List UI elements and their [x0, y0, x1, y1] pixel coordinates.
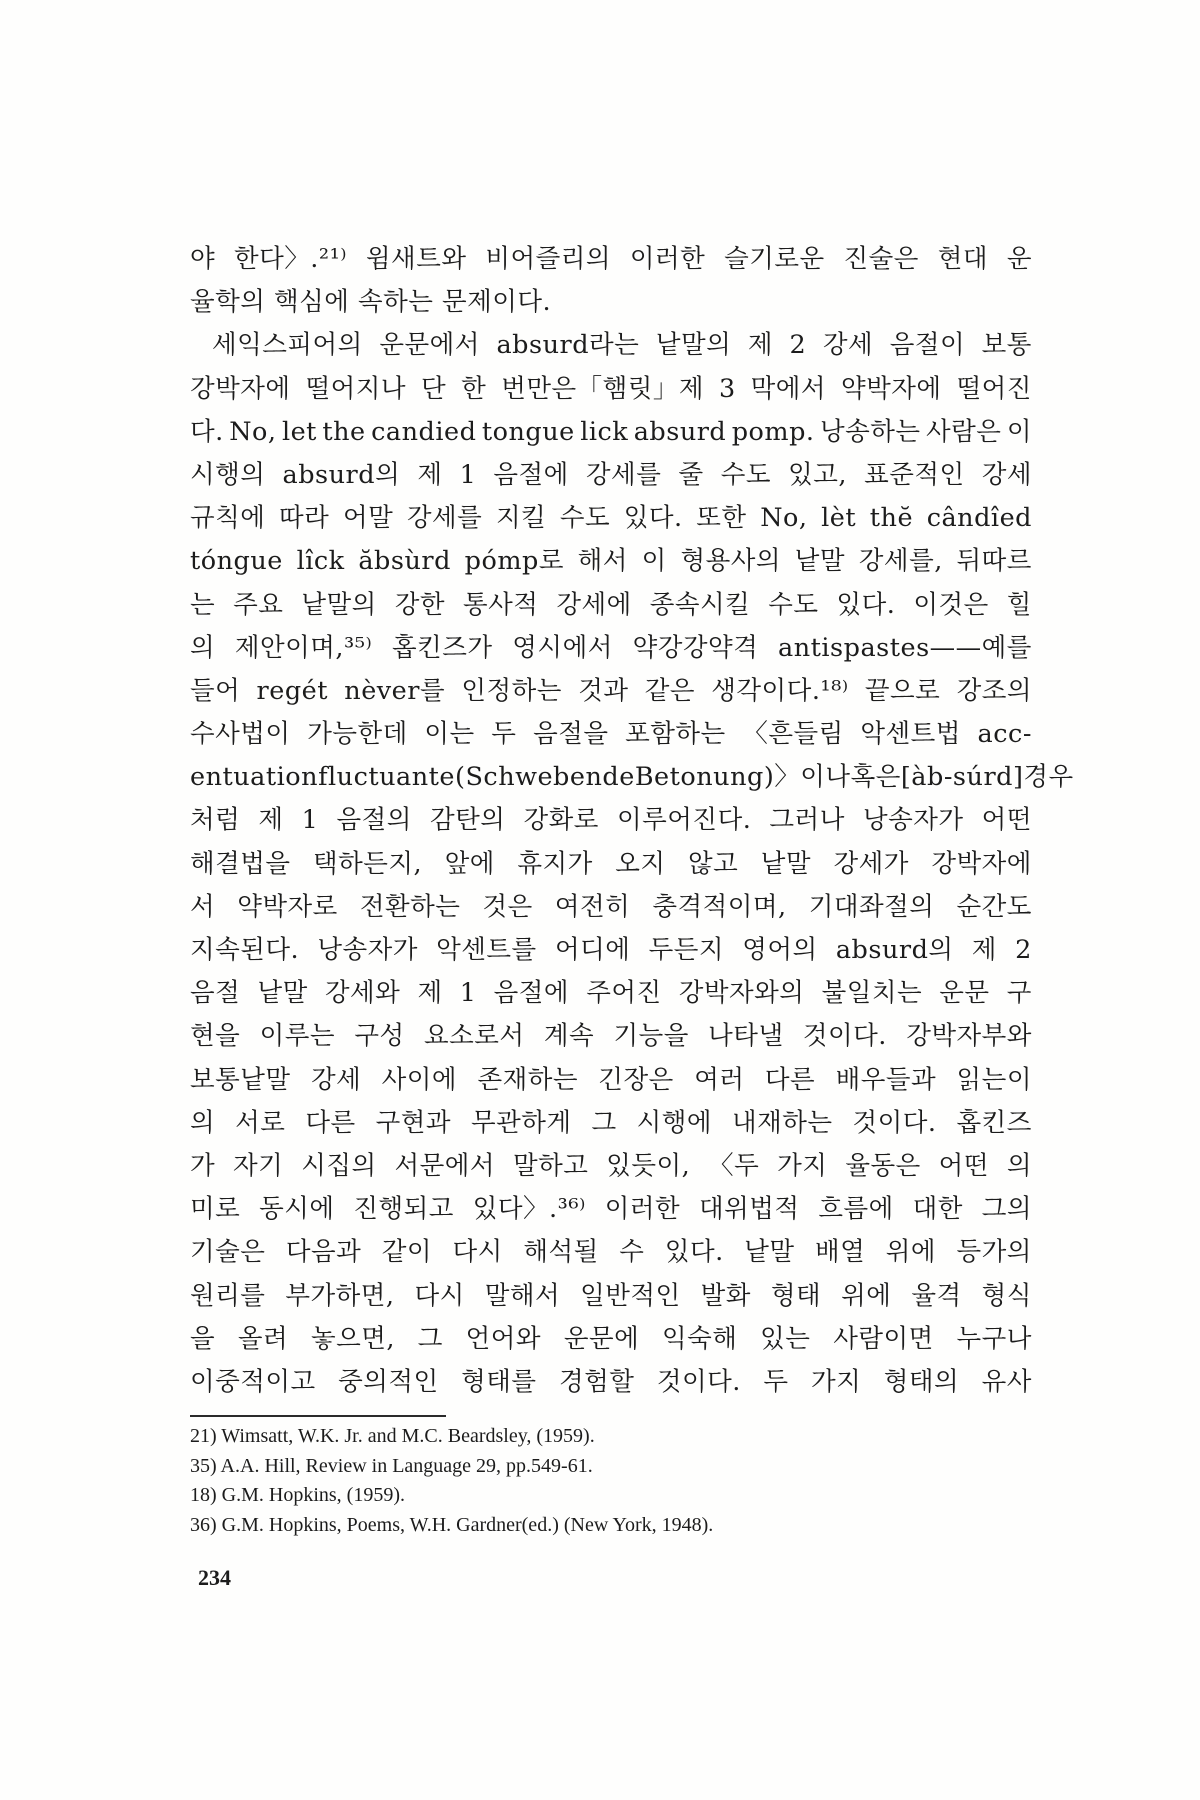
text-line: 을 올려 놓으면, 그 언어와 운문에 익숙해 있는 사람이면 누구나 — [190, 1323, 1032, 1354]
body-text — [190, 238, 1074, 1404]
text-line: 처럼 제 1 음절의 감탄의 강화로 이루어진다. 그러나 낭송자가 어떤 — [190, 805, 1032, 836]
text-line: 들어 regét nèver를 인정하는 것과 같은 생각이다.¹⁸⁾ 끝으로 강조의 — [190, 675, 1032, 706]
text-line: 의 제안이며,³⁵⁾ 홉킨즈가 영시에서 약강강약격 antispastes——예를 — [190, 632, 1032, 663]
text-line: 가 자기 시집의 서문에서 말하고 있듯이, 〈두 가지 율동은 어떤 의 — [190, 1150, 1032, 1181]
text-line: 현을 이루는 구성 요소로서 계속 기능을 나타낼 것이다. 강박자부와 — [190, 1021, 1032, 1052]
footnote: 18) G.M. Hopkins, (1959). — [190, 1484, 405, 1506]
page-number: 234 — [198, 1565, 231, 1590]
text-line: 이중적이고 중의적인 형태를 경험할 것이다. 두 가지 형태의 유사 — [190, 1366, 1032, 1397]
footnote: 36) G.M. Hopkins, Poems, W.H. Gardner(ed.) (New York, 1948). — [190, 1513, 714, 1536]
text-line: 강박자에 떨어지나 단 한 번만은「햄릿」제 3 막에서 약박자에 떨어진 — [190, 373, 1032, 404]
text-line: entuation fluctuante (Schwebende Betonung)〉이나 혹은 [àb-súrd] 경우 — [190, 762, 1074, 793]
text-line: 미로 동시에 진행되고 있다〉.³⁶⁾ 이러한 대위법적 흐름에 대한 그의 — [190, 1194, 1032, 1225]
text-line: 야 한다〉.²¹⁾ 윔새트와 비어즐리의 이러한 슬기로운 진술은 현대 운 — [190, 244, 1032, 274]
text-line: 음절 낱말 강세와 제 1 음절에 주어진 강박자와의 불일치는 운문 구 — [190, 978, 1032, 1009]
text-line: 지속된다. 낭송자가 악센트를 어디에 두든지 영어의 absurd의 제 2 — [190, 935, 1032, 965]
text-line: 원리를 부가하면, 다시 말해서 일반적인 발화 형태 위에 율격 형식 — [190, 1280, 1032, 1311]
text-line: 시행의 absurd의 제 1 음절에 강세를 줄 수도 있고, 표준적인 강세 — [190, 459, 1032, 490]
text-line: 서 약박자로 전환하는 것은 여전히 충격적이며, 기대좌절의 순간도 — [190, 891, 1032, 922]
footnote-divider — [190, 1415, 446, 1417]
text-line: 규칙에 따라 어말 강세를 지킬 수도 있다. 또한 No, lèt thĕ cândîed — [190, 503, 1032, 534]
footnote: 21) Wimsatt, W.K. Jr. and M.C. Beardsley, (1959). — [190, 1425, 595, 1447]
text-line: 보통낱말 강세 사이에 존재하는 긴장은 여러 다른 배우들과 읽는이 — [190, 1064, 1032, 1095]
text-line: 기술은 다음과 같이 다시 해석될 수 있다. 낱말 배열 위에 등가의 — [190, 1237, 1032, 1268]
text-line: 해결법을 택하든지, 앞에 휴지가 오지 않고 낱말 강세가 강박자에 — [190, 848, 1032, 879]
footnote: 35) A.A. Hill, Review in Language 29, pp.549-61. — [190, 1454, 593, 1477]
text-line: 는 주요 낱말의 강한 통사적 강세에 종속시킬 수도 있다. 이것은 힐 — [190, 589, 1032, 620]
text-line: 수사법이 가능한데 이는 두 음절을 포함하는 〈흔들림 악센트법 acc- — [190, 719, 1032, 750]
text-line: 다. No, let the candied tongue lick absurd pomp. 낭송하는 사람은 이 — [190, 416, 1032, 447]
text-line: 의 서로 다른 구현과 무관하게 그 시행에 내재하는 것이다. 홉킨즈 — [190, 1107, 1032, 1138]
text-line: 율학의 핵심에 속하는 문제이다. — [190, 287, 552, 318]
footnotes — [190, 1422, 1032, 1540]
text-line: 세익스피어의 운문에서 absurd라는 낱말의 제 2 강세 음절이 보통 — [212, 330, 1032, 361]
text-line: tóngue lîck ăbsùrd pómp로 해서 이 형용사의 낱말 강세를, 뒤따르 — [190, 546, 1032, 577]
